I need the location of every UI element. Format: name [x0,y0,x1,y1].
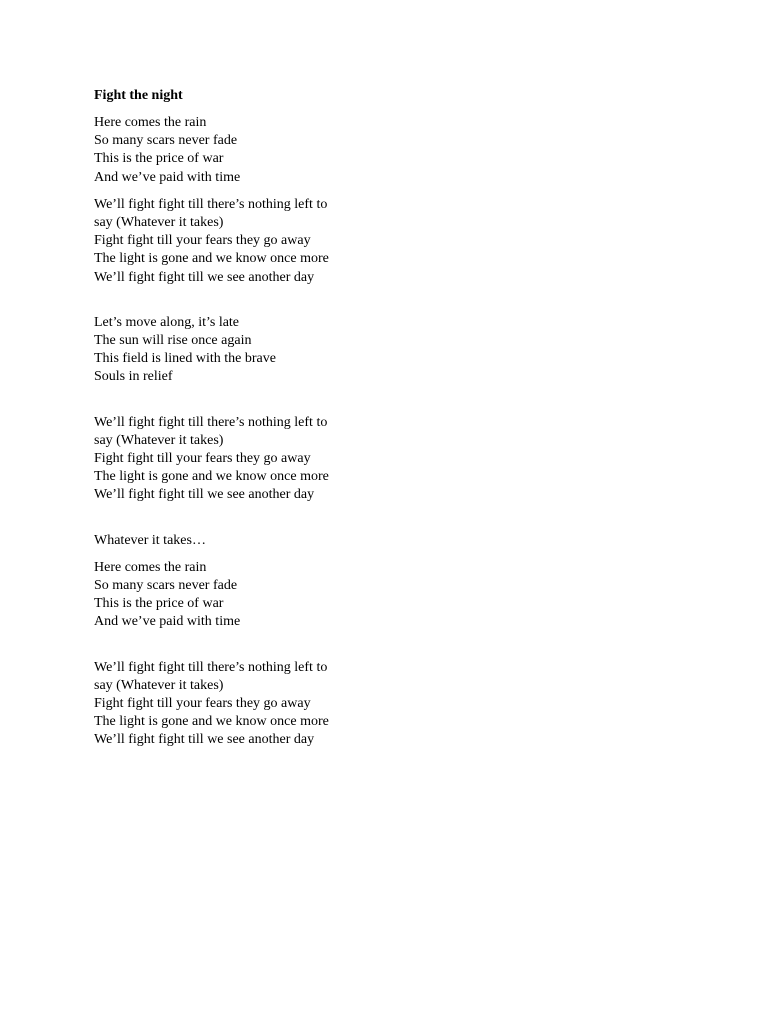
lyric-line: So many scars never fade [94,578,238,594]
lyric-line: We’ll fight fight till there’s nothing left to [94,414,328,430]
document-title: Fight the night [94,88,183,103]
lyric-line: say (Whatever it takes) [94,432,224,448]
stanza-1 [94,114,694,187]
lyric-line: Souls in relief [94,369,173,385]
stanza-spacer [94,287,694,314]
lyric-line: We’ll fight fight till we see another day [94,732,315,748]
lyric-line: This is the price of war [94,151,224,167]
stanza-2 [94,196,694,287]
stanza-spacer [94,187,694,196]
lyric-line: We’ll fight fight till we see another day [94,269,315,285]
lyric-line: The light is gone and we know once more [94,469,329,485]
stanza-6 [94,559,694,632]
stanza-spacer [94,632,694,659]
stanza-spacer [94,387,694,414]
lyric-line: Fight fight till your fears they go away [94,233,311,249]
lyric-line: Here comes the rain [94,559,207,575]
lyric-line: Fight fight till your fears they go away [94,696,311,712]
lyric-line: We’ll fight fight till there’s nothing left to [94,196,328,212]
stanza-5 [94,532,694,550]
stanza-spacer [94,505,694,532]
lyric-line: Whatever it takes… [94,532,206,548]
lyric-line: We’ll fight fight till there’s nothing left to [94,659,328,675]
stanza-4 [94,414,694,505]
lyric-line: say (Whatever it takes) [94,677,224,693]
document-page [94,87,694,750]
lyric-line: The light is gone and we know once more [94,714,329,730]
lyric-line: So many scars never fade [94,133,238,149]
lyric-line: The sun will rise once again [94,333,252,349]
lyric-line: Fight fight till your fears they go away [94,451,311,467]
lyric-line: This is the price of war [94,596,224,612]
stanza-7 [94,659,694,750]
lyric-line: The light is gone and we know once more [94,251,329,267]
lyric-line: Here comes the rain [94,115,207,130]
lyric-line: Let’s move along, it’s late [94,314,240,330]
stanza-3 [94,314,694,387]
stanza-spacer [94,550,694,559]
lyric-line: And we’ve paid with time [94,169,241,185]
lyric-line: This field is lined with the brave [94,351,276,367]
lyric-line: And we’ve paid with time [94,614,241,630]
lyric-line: say (Whatever it takes) [94,215,224,231]
lyric-line: We’ll fight fight till we see another day [94,487,315,503]
